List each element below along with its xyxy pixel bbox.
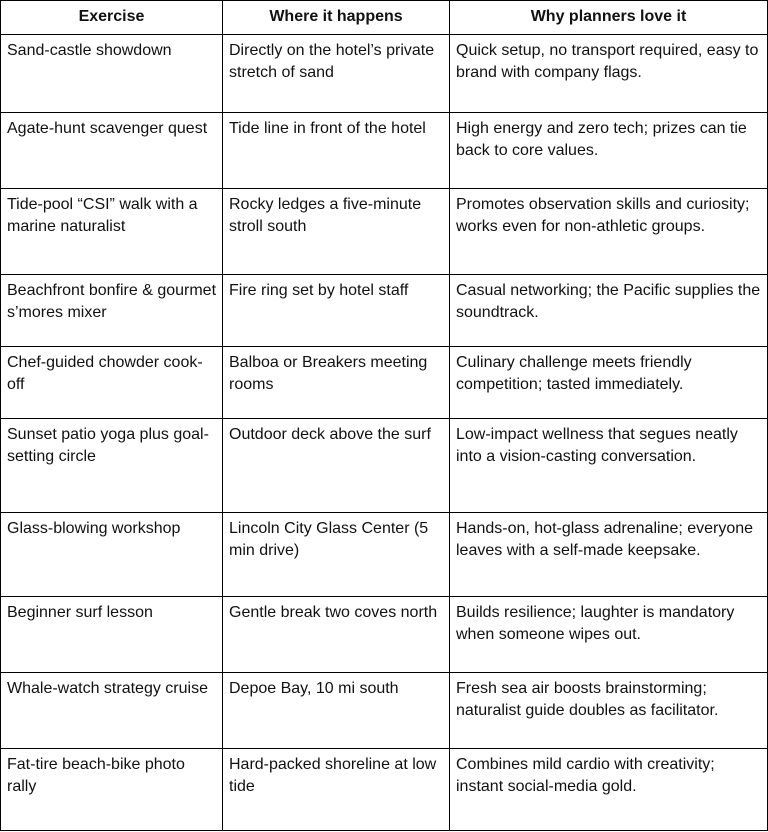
why-cell: Hands-on, hot-glass adrenaline; everyone leaves with a self-made keepsake. (450, 513, 768, 597)
table-row (1, 113, 768, 189)
exercise-cell: Sand-castle showdown (1, 35, 223, 113)
table-row (1, 749, 768, 831)
exercise-cell: Tide-pool “CSI” walk with a marine naturalist (1, 189, 223, 275)
header-exercise: Exercise (1, 1, 223, 35)
where-cell: Depoe Bay, 10 mi south (223, 673, 450, 749)
table-row (1, 597, 768, 673)
table-row (1, 275, 768, 347)
exercise-cell: Beachfront bonfire & gourmet s’mores mixer (1, 275, 223, 347)
table-row (1, 347, 768, 419)
exercise-cell: Agate-hunt scavenger quest (1, 113, 223, 189)
where-cell: Hard-packed shoreline at low tide (223, 749, 450, 831)
why-cell: Low-impact wellness that segues neatly into a vision-casting conversation. (450, 419, 768, 513)
why-cell: Builds resilience; laughter is mandatory when someone wipes out. (450, 597, 768, 673)
table-row (1, 673, 768, 749)
where-cell: Fire ring set by hotel staff (223, 275, 450, 347)
exercise-cell: Chef-guided chowder cook-off (1, 347, 223, 419)
header-row (1, 1, 768, 35)
where-cell: Gentle break two coves north (223, 597, 450, 673)
why-cell: Fresh sea air boosts brainstorming; naturalist guide doubles as facilitator. (450, 673, 768, 749)
why-cell: Promotes observation skills and curiosity; works even for non-athletic groups. (450, 189, 768, 275)
why-cell: Combines mild cardio with creativity; instant social-media gold. (450, 749, 768, 831)
where-cell: Tide line in front of the hotel (223, 113, 450, 189)
exercise-cell: Glass-blowing workshop (1, 513, 223, 597)
where-cell: Rocky ledges a five-minute stroll south (223, 189, 450, 275)
where-cell: Directly on the hotel’s private stretch of sand (223, 35, 450, 113)
header-where: Where it happens (223, 1, 450, 35)
exercise-cell: Beginner surf lesson (1, 597, 223, 673)
exercise-cell: Fat-tire beach-bike photo rally (1, 749, 223, 831)
exercise-cell: Sunset patio yoga plus goal-setting circle (1, 419, 223, 513)
why-cell: Culinary challenge meets friendly competition; tasted immediately. (450, 347, 768, 419)
where-cell: Outdoor deck above the surf (223, 419, 450, 513)
header-why: Why planners love it (450, 1, 768, 35)
exercise-cell: Whale-watch strategy cruise (1, 673, 223, 749)
table-row (1, 35, 768, 113)
why-cell: High energy and zero tech; prizes can tie back to core values. (450, 113, 768, 189)
where-cell: Lincoln City Glass Center (5 min drive) (223, 513, 450, 597)
why-cell: Casual networking; the Pacific supplies the soundtrack. (450, 275, 768, 347)
table-row (1, 189, 768, 275)
table-row (1, 419, 768, 513)
table-row (1, 513, 768, 597)
why-cell: Quick setup, no transport required, easy to brand with company flags. (450, 35, 768, 113)
where-cell: Balboa or Breakers meeting rooms (223, 347, 450, 419)
